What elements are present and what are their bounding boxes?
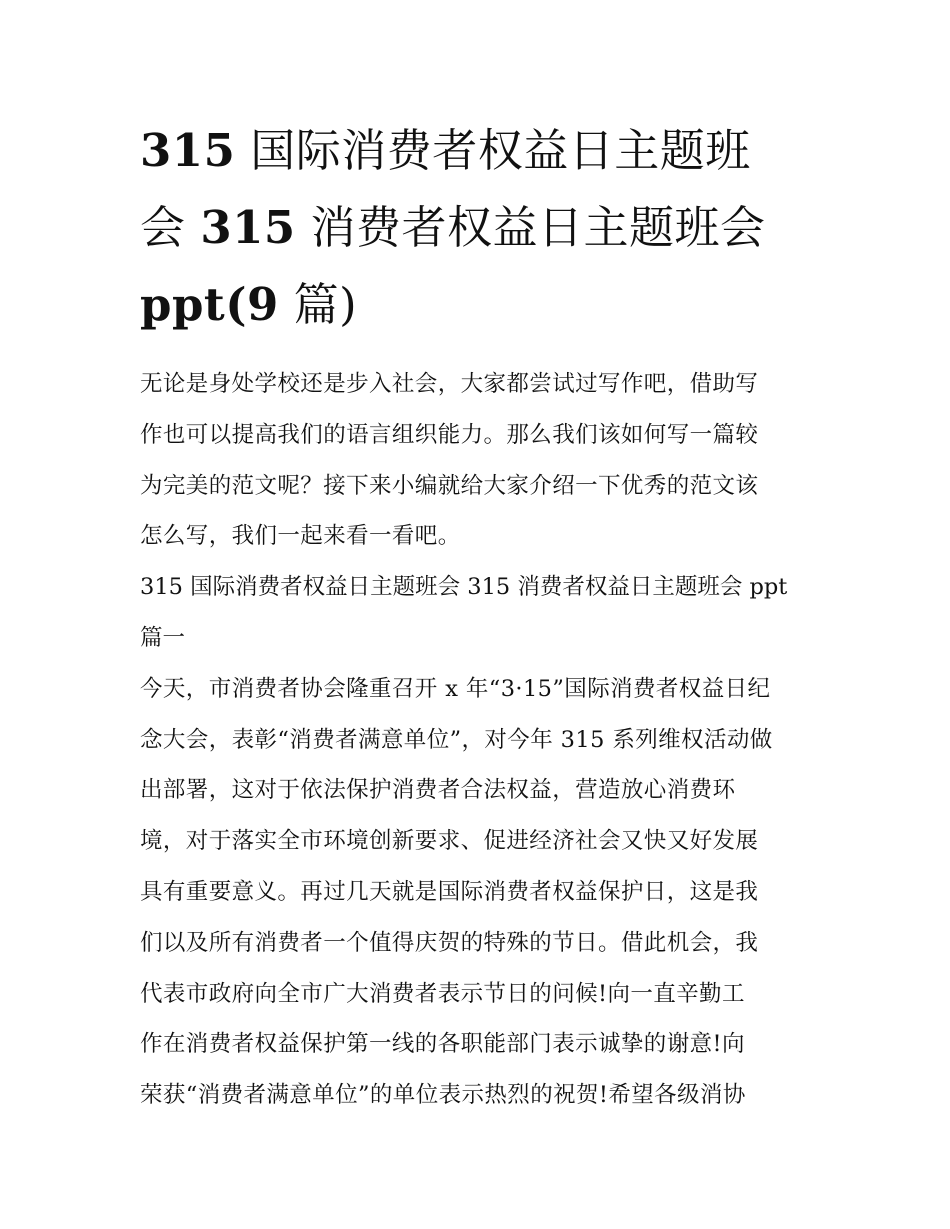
body-line: 具有重要意义。再过几天就是国际消费者权益保护日，这是我 [140, 878, 759, 905]
document-title [140, 112, 812, 343]
body-line: 们以及所有消费者一个值得庆贺的特殊的节日。借此机会，我 [140, 929, 759, 956]
title-number: 315 [140, 124, 236, 177]
intro-line: 无论是身处学校还是步入社会，大家都尝试过写作吧，借助写 [140, 371, 759, 397]
body-line: 作在消费者权益保护第一线的各职能部门表示诚挚的谢意!向 [140, 1031, 745, 1058]
intro-line: 怎么写，我们一起来看一看吧。 [140, 523, 461, 550]
body-line: 今天，市消费者协会隆重召开 x 年“3·15”国际消费者权益日纪 [140, 675, 771, 702]
intro-paragraph [140, 359, 812, 562]
title-number: 315 [200, 201, 296, 254]
body-line: 境，对于落实全市环境创新要求、促进经济社会又快又好发展 [140, 828, 759, 855]
section-heading [140, 562, 812, 664]
body-line: 出部署，这对于依法保护消费者合法权益，营造放心消费环 [140, 777, 736, 804]
section-heading-line: 315 国际消费者权益日主题班会 315 消费者权益日主题班会 ppt [140, 574, 788, 601]
intro-line: 为完美的范文呢？接下来小编就给大家介绍一下优秀的范文该 [140, 472, 759, 499]
title-text: 消费者权益日主题班会 [295, 201, 766, 254]
section-heading-line: 篇一 [140, 624, 186, 651]
title-line-2 [140, 189, 812, 266]
body-line: 代表市政府向全市广大消费者表示节日的问候!向一直辛勤工 [140, 980, 745, 1007]
body-line: 荣获“消费者满意单位”的单位表示热烈的祝贺!希望各级消协 [140, 1082, 746, 1109]
title-text: 国际消费者权益日主题班 [235, 124, 751, 177]
title-line-1 [140, 112, 812, 189]
document-content [140, 112, 812, 1121]
title-suffix-bold: ppt(9 [140, 278, 279, 331]
intro-line: 作也可以提高我们的语言组织能力。那么我们该如何写一篇较 [140, 421, 759, 448]
body-line: 念大会，表彰“消费者满意单位”，对今年 315 系列维权活动做 [140, 726, 773, 753]
title-prefix: 会 [140, 201, 201, 254]
title-text: 篇) [278, 278, 358, 331]
title-line-3 [140, 266, 812, 343]
body-paragraph [140, 664, 812, 1121]
